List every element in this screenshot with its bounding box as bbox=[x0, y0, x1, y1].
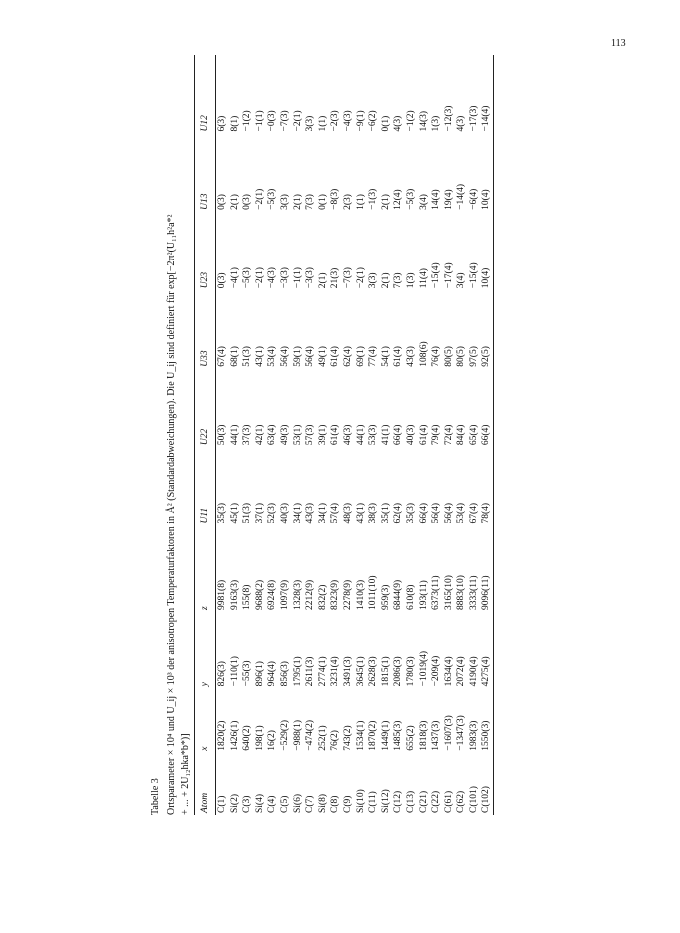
value-cell: 11(4) bbox=[418, 268, 429, 289]
atom-cell: C(102) bbox=[480, 753, 493, 815]
table-row bbox=[380, 55, 393, 815]
value-cell: 4(3) bbox=[456, 115, 467, 132]
table-row bbox=[229, 55, 242, 815]
atom-cell: Si(2) bbox=[229, 794, 240, 813]
atom-cell: Si(12) bbox=[380, 789, 391, 813]
value-cell: −7(3) bbox=[342, 267, 353, 289]
page-number: 113 bbox=[611, 38, 626, 49]
value-cell: 8883(10) bbox=[456, 575, 467, 610]
column-header: U12 bbox=[195, 55, 216, 133]
value-cell: 21(3) bbox=[330, 267, 341, 289]
value-cell: 92(5) bbox=[480, 290, 493, 368]
value-cell: −9(1) bbox=[355, 110, 366, 132]
value-cell: 8323(9) bbox=[330, 579, 341, 610]
value-cell: 826(3) bbox=[217, 661, 227, 687]
value-cell: 80(5) bbox=[456, 346, 467, 367]
value-cell: −3(3) bbox=[305, 267, 316, 289]
value-cell: −2(1) bbox=[355, 267, 366, 289]
value-cell: 53(3) bbox=[368, 424, 379, 446]
value-cell: 8(1) bbox=[229, 115, 240, 132]
table-row bbox=[266, 55, 279, 815]
value-cell: −1019(4) bbox=[418, 650, 429, 687]
value-cell: 40(3) bbox=[279, 502, 290, 524]
value-cell: −2(1) bbox=[254, 267, 265, 289]
value-cell: 43(3) bbox=[305, 502, 316, 524]
value-cell: 65(4) bbox=[468, 424, 479, 446]
rotated-table-block bbox=[150, 55, 520, 815]
value-cell: 0(1) bbox=[317, 194, 328, 210]
value-cell: 14(3) bbox=[418, 110, 429, 132]
value-cell: −12(3) bbox=[443, 105, 454, 132]
value-cell: 0(1) bbox=[380, 115, 391, 132]
value-cell: 61(4) bbox=[330, 424, 341, 446]
value-cell: 43(1) bbox=[254, 346, 265, 367]
table-body bbox=[216, 55, 494, 815]
value-cell: 67(4) bbox=[217, 346, 227, 367]
value-cell: −474(2) bbox=[305, 720, 316, 751]
value-cell: 79(4) bbox=[431, 424, 442, 446]
value-cell: 2278(9) bbox=[342, 579, 353, 610]
value-cell: −5(3) bbox=[405, 188, 416, 210]
value-cell: 1485(3) bbox=[393, 720, 404, 751]
table-row bbox=[480, 55, 493, 815]
atom-cell: C(11) bbox=[368, 791, 379, 813]
value-cell: 640(2) bbox=[242, 725, 253, 751]
value-cell: 50(3) bbox=[217, 424, 227, 446]
table-row bbox=[317, 55, 330, 815]
value-cell: 10(4) bbox=[480, 133, 493, 211]
value-cell: 1634(4) bbox=[443, 656, 454, 687]
value-cell: 1550(3) bbox=[480, 688, 493, 752]
value-cell: 1011(10) bbox=[368, 575, 379, 610]
value-cell: 3(3) bbox=[368, 272, 379, 289]
table-row bbox=[418, 55, 431, 815]
value-cell: −6(4) bbox=[468, 188, 479, 210]
value-cell: 68(1) bbox=[229, 346, 240, 367]
value-cell: 61(4) bbox=[330, 346, 341, 367]
value-cell: 0(3) bbox=[242, 194, 253, 210]
column-header: U23 bbox=[195, 212, 216, 290]
value-cell: 1870(2) bbox=[368, 720, 379, 751]
value-cell: 1534(1) bbox=[355, 720, 366, 751]
value-cell: 34(1) bbox=[292, 502, 303, 524]
value-cell: 57(3) bbox=[305, 424, 316, 446]
value-cell: −2(1) bbox=[254, 188, 265, 210]
value-cell: 37(1) bbox=[254, 502, 265, 524]
value-cell: 1449(1) bbox=[380, 720, 391, 751]
value-cell: −2(3) bbox=[330, 110, 341, 132]
column-header: U22 bbox=[195, 369, 216, 447]
table-row bbox=[254, 55, 267, 815]
value-cell: 66(4) bbox=[480, 369, 493, 447]
value-cell: 3333(11) bbox=[468, 575, 479, 610]
value-cell: 63(4) bbox=[267, 424, 278, 446]
value-cell: 43(3) bbox=[405, 346, 416, 367]
table-row bbox=[329, 55, 342, 815]
atom-cell: C(3) bbox=[242, 795, 253, 813]
value-cell: −3(3) bbox=[279, 267, 290, 289]
value-cell: 1(1) bbox=[317, 115, 328, 132]
value-cell: 19(4) bbox=[443, 189, 454, 210]
value-cell: 97(5) bbox=[468, 346, 479, 367]
table-row bbox=[443, 55, 456, 815]
value-cell: 1(3) bbox=[405, 272, 416, 289]
value-cell: −209(4) bbox=[431, 655, 442, 687]
value-cell: 14(4) bbox=[431, 189, 442, 210]
value-cell: 69(1) bbox=[355, 346, 366, 367]
value-cell: 7(3) bbox=[393, 272, 404, 289]
value-cell: 62(4) bbox=[342, 346, 353, 367]
value-cell: 48(3) bbox=[342, 502, 353, 524]
value-cell: 1097(9) bbox=[279, 579, 290, 610]
value-cell: 3(4) bbox=[418, 194, 429, 210]
value-cell: 38(3) bbox=[368, 502, 379, 524]
column-header: y bbox=[195, 612, 216, 688]
value-cell: 9163(3) bbox=[229, 579, 240, 610]
value-cell: 80(5) bbox=[443, 346, 454, 367]
value-cell: 9096(11) bbox=[480, 526, 493, 612]
table-row bbox=[304, 55, 317, 815]
value-cell: 54(1) bbox=[380, 346, 391, 367]
value-cell: 655(2) bbox=[405, 725, 416, 751]
value-cell: 9688(2) bbox=[254, 579, 265, 610]
value-cell: 53(1) bbox=[292, 424, 303, 446]
value-cell: 51(3) bbox=[242, 346, 253, 367]
value-cell: 56(4) bbox=[443, 502, 454, 524]
value-cell: 0(3) bbox=[217, 194, 227, 210]
table-row bbox=[392, 55, 405, 815]
value-cell: 77(4) bbox=[368, 346, 379, 367]
value-cell: 2(1) bbox=[380, 194, 391, 210]
value-cell: 35(1) bbox=[380, 502, 391, 524]
value-cell: −110(1) bbox=[229, 656, 240, 687]
value-cell: −1607(3) bbox=[443, 715, 454, 751]
value-cell: 2(1) bbox=[229, 194, 240, 210]
parameter-table bbox=[194, 55, 494, 815]
value-cell: −5(3) bbox=[267, 188, 278, 210]
atom-cell: C(12) bbox=[393, 790, 404, 813]
value-cell: 43(1) bbox=[355, 502, 366, 524]
table-row bbox=[468, 55, 481, 815]
value-cell: 4275(4) bbox=[480, 612, 493, 688]
value-cell: 45(1) bbox=[229, 502, 240, 524]
value-cell: −4(3) bbox=[267, 267, 278, 289]
column-header: x bbox=[195, 688, 216, 752]
value-cell: 1780(3) bbox=[405, 656, 416, 687]
table-caption-line-2: + ... + 2U₁₂hka*b*)] bbox=[180, 733, 191, 815]
atom-cell: C(62) bbox=[456, 790, 467, 813]
atom-cell: C(22) bbox=[431, 790, 442, 813]
value-cell: 3491(3) bbox=[342, 656, 353, 687]
value-cell: −6(2) bbox=[368, 110, 379, 132]
table-row bbox=[430, 55, 443, 815]
value-cell: 66(4) bbox=[393, 424, 404, 446]
atom-cell: C(13) bbox=[405, 790, 416, 813]
atom-cell: Si(8) bbox=[317, 794, 328, 813]
value-cell: 42(1) bbox=[254, 424, 265, 446]
value-cell: 2072(4) bbox=[456, 656, 467, 687]
value-cell: 53(4) bbox=[267, 346, 278, 367]
value-cell: 16(2) bbox=[267, 730, 278, 751]
value-cell: 3231(4) bbox=[330, 656, 341, 687]
atom-cell: Si(10) bbox=[355, 789, 366, 813]
value-cell: 198(1) bbox=[254, 725, 265, 751]
value-cell: 3(3) bbox=[279, 194, 290, 210]
value-cell: 1437(3) bbox=[431, 720, 442, 751]
value-cell: 6(3) bbox=[217, 115, 227, 132]
atom-cell: C(61) bbox=[443, 790, 454, 813]
value-cell: 40(3) bbox=[405, 424, 416, 446]
value-cell: 964(4) bbox=[267, 661, 278, 687]
value-cell: −1347(3) bbox=[456, 715, 467, 751]
value-cell: 34(1) bbox=[317, 502, 328, 524]
value-cell: 0(3) bbox=[217, 272, 227, 289]
value-cell: 1820(2) bbox=[217, 720, 227, 751]
value-cell: 1795(1) bbox=[292, 656, 303, 687]
atom-cell: C(1) bbox=[217, 795, 227, 813]
value-cell: 2611(3) bbox=[305, 656, 316, 687]
value-cell: 49(1) bbox=[317, 346, 328, 367]
value-cell: 66(4) bbox=[418, 502, 429, 524]
value-cell: 2(1) bbox=[317, 272, 328, 289]
value-cell: 3645(1) bbox=[355, 656, 366, 687]
value-cell: 61(4) bbox=[418, 424, 429, 446]
value-cell: 56(4) bbox=[431, 502, 442, 524]
value-cell: 72(4) bbox=[443, 424, 454, 446]
column-header: U33 bbox=[195, 290, 216, 368]
value-cell: 1(3) bbox=[431, 115, 442, 132]
table-row bbox=[355, 55, 368, 815]
value-cell: −1(2) bbox=[405, 110, 416, 132]
table-caption-line-1: Ortsparameter × 10⁴ und U_ij × 10³ der anisotropen Temperaturfaktoren in Å² (Standardabweichungen). Die U_ij sind definiert für exp[−2π²(U₁₁h²a*² bbox=[166, 214, 177, 815]
atom-cell: C(21) bbox=[418, 790, 429, 813]
value-cell: 2628(3) bbox=[368, 656, 379, 687]
atom-cell: C(4) bbox=[267, 795, 278, 813]
value-cell: 61(4) bbox=[393, 346, 404, 367]
value-cell: 10(4) bbox=[480, 212, 493, 290]
value-cell: −4(3) bbox=[342, 110, 353, 132]
value-cell: 62(4) bbox=[393, 502, 404, 524]
table-row bbox=[342, 55, 355, 815]
value-cell: 610(8) bbox=[405, 584, 416, 610]
value-cell: 35(3) bbox=[217, 502, 227, 524]
value-cell: 56(4) bbox=[305, 346, 316, 367]
value-cell: −988(1) bbox=[292, 720, 303, 751]
value-cell: −4(1) bbox=[229, 267, 240, 289]
value-cell: 3(3) bbox=[305, 115, 316, 132]
value-cell: −7(3) bbox=[279, 110, 290, 132]
value-cell: 53(4) bbox=[456, 502, 467, 524]
table-row bbox=[292, 55, 305, 815]
value-cell: 56(4) bbox=[279, 346, 290, 367]
value-cell: 51(3) bbox=[242, 502, 253, 524]
value-cell: −17(3) bbox=[468, 105, 479, 132]
value-cell: 44(1) bbox=[229, 424, 240, 446]
value-cell: 59(1) bbox=[292, 346, 303, 367]
table-row bbox=[279, 55, 292, 815]
value-cell: −15(4) bbox=[431, 262, 442, 289]
value-cell: 2(3) bbox=[342, 194, 353, 210]
value-cell: 252(1) bbox=[317, 725, 328, 751]
value-cell: 1328(3) bbox=[292, 579, 303, 610]
atom-cell: C(8) bbox=[330, 795, 341, 813]
value-cell: 52(3) bbox=[267, 502, 278, 524]
value-cell: 1815(1) bbox=[380, 656, 391, 687]
value-cell: −14(4) bbox=[456, 183, 467, 210]
column-header: Atom bbox=[195, 753, 216, 815]
value-cell: 84(4) bbox=[456, 424, 467, 446]
value-cell: −17(4) bbox=[443, 262, 454, 289]
table-row bbox=[405, 55, 418, 815]
value-cell: 76(2) bbox=[330, 730, 341, 751]
table-row bbox=[216, 55, 229, 815]
table-row bbox=[455, 55, 468, 815]
table-title: Tabelle 3 bbox=[150, 778, 161, 815]
value-cell: −5(3) bbox=[242, 267, 253, 289]
value-cell: 76(4) bbox=[431, 346, 442, 367]
value-cell: 6924(8) bbox=[267, 579, 278, 610]
value-cell: 2(1) bbox=[380, 272, 391, 289]
value-cell: −1(3) bbox=[368, 188, 379, 210]
value-cell: 37(3) bbox=[242, 424, 253, 446]
value-cell: 78(4) bbox=[480, 447, 493, 525]
value-cell: 959(3) bbox=[380, 584, 391, 610]
atom-cell: C(5) bbox=[279, 795, 290, 813]
value-cell: 1410(3) bbox=[355, 579, 366, 610]
value-cell: 2774(1) bbox=[317, 656, 328, 687]
value-cell: −55(3) bbox=[242, 660, 253, 687]
column-header: z bbox=[195, 526, 216, 612]
value-cell: 2086(3) bbox=[393, 656, 404, 687]
value-cell: 856(3) bbox=[279, 661, 290, 687]
value-cell: 155(8) bbox=[242, 584, 253, 610]
value-cell: 193(11) bbox=[418, 580, 429, 610]
atom-cell: C(7) bbox=[305, 795, 316, 813]
value-cell: 41(1) bbox=[380, 424, 391, 446]
value-cell: 12(4) bbox=[393, 189, 404, 210]
value-cell: 6844(9) bbox=[393, 579, 404, 610]
value-cell: 9981(8) bbox=[217, 579, 227, 610]
value-cell: 1426(1) bbox=[229, 720, 240, 751]
atom-cell: C(101) bbox=[468, 786, 479, 813]
value-cell: 49(3) bbox=[279, 424, 290, 446]
table-row bbox=[241, 55, 254, 815]
value-cell: 1(1) bbox=[355, 194, 366, 210]
value-cell: 2212(9) bbox=[305, 579, 316, 610]
table-row bbox=[367, 55, 380, 815]
value-cell: 832(2) bbox=[317, 584, 328, 610]
value-cell: 3165(10) bbox=[443, 575, 454, 610]
value-cell: 44(1) bbox=[355, 424, 366, 446]
value-cell: 6373(11) bbox=[431, 575, 442, 610]
value-cell: 57(4) bbox=[330, 502, 341, 524]
value-cell: 896(1) bbox=[254, 661, 265, 687]
value-cell: −14(4) bbox=[480, 55, 493, 133]
value-cell: 743(2) bbox=[342, 725, 353, 751]
atom-cell: Si(4) bbox=[254, 794, 265, 813]
value-cell: 46(3) bbox=[342, 424, 353, 446]
value-cell: −1(1) bbox=[254, 110, 265, 132]
value-cell: −15(4) bbox=[468, 262, 479, 289]
value-cell: 3(4) bbox=[456, 272, 467, 289]
atom-cell: Si(6) bbox=[292, 794, 303, 813]
value-cell: −1(2) bbox=[242, 110, 253, 132]
value-cell: 39(1) bbox=[317, 424, 328, 446]
value-cell: −8(3) bbox=[330, 188, 341, 210]
value-cell: 4(3) bbox=[393, 115, 404, 132]
value-cell: −0(3) bbox=[267, 110, 278, 132]
column-header: U11 bbox=[195, 447, 216, 525]
atom-cell: C(9) bbox=[342, 795, 353, 813]
value-cell: −2(1) bbox=[292, 110, 303, 132]
column-header: U13 bbox=[195, 133, 216, 211]
value-cell: 1983(3) bbox=[468, 720, 479, 751]
value-cell: 7(3) bbox=[305, 194, 316, 210]
value-cell: −1(1) bbox=[292, 267, 303, 289]
table-header-row bbox=[195, 55, 216, 815]
value-cell: 67(4) bbox=[468, 502, 479, 524]
value-cell: 1818(3) bbox=[418, 720, 429, 751]
value-cell: 108(6) bbox=[418, 341, 429, 367]
value-cell: 2(1) bbox=[292, 194, 303, 210]
value-cell: 35(3) bbox=[405, 502, 416, 524]
value-cell: 4190(4) bbox=[468, 656, 479, 687]
value-cell: −529(2) bbox=[279, 720, 290, 751]
